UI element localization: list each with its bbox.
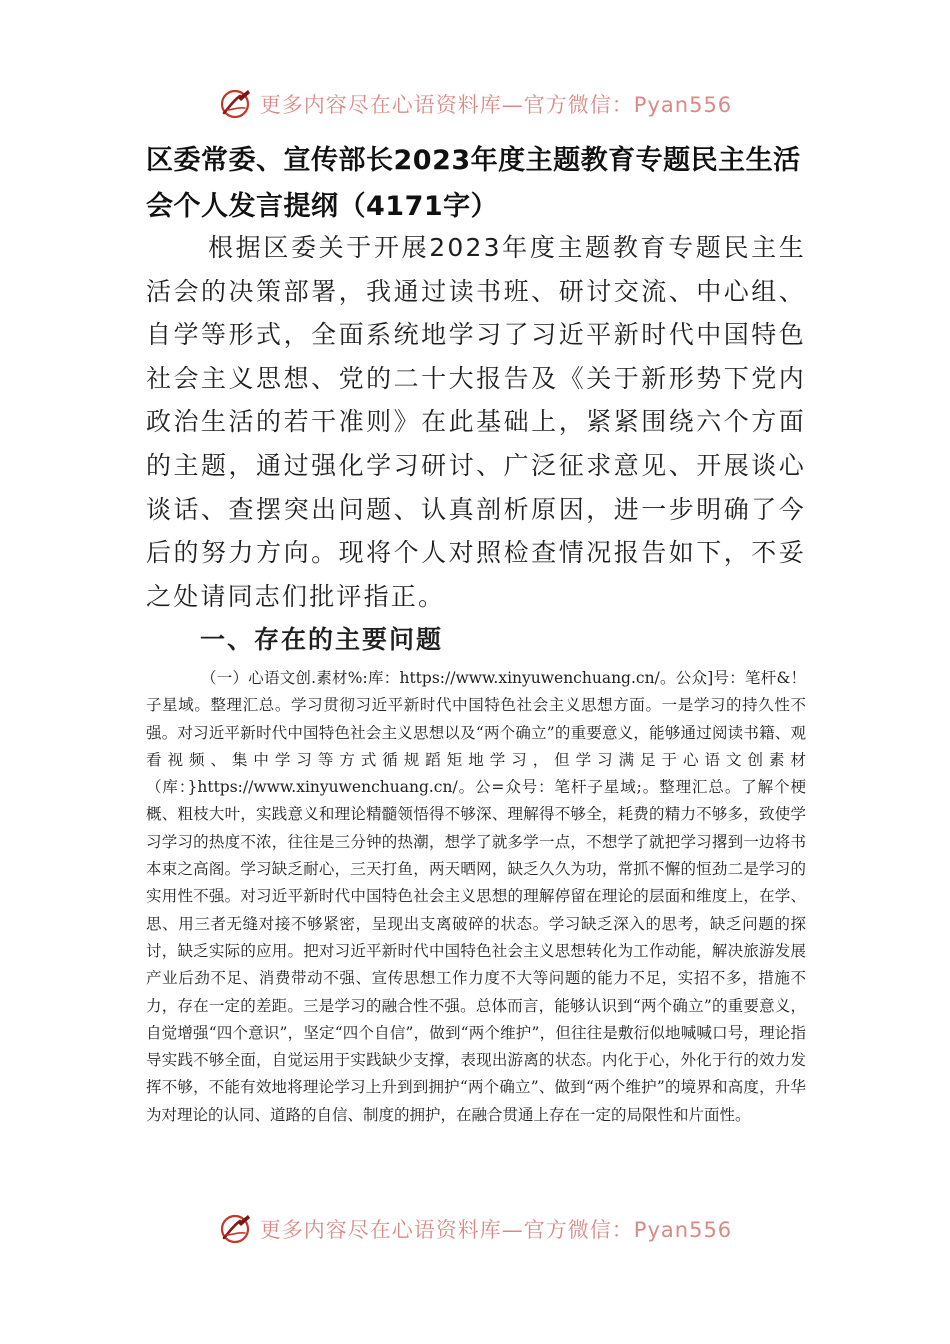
pen-signature-logo-icon xyxy=(218,86,254,122)
banner-text: 更多内容尽在心语资料库—官方微信：Pyan556 xyxy=(259,1218,733,1242)
body-paragraph: （一）心语文创.素材%:库：https://www.xinyuwenchuang.cn/。公众]号：笔杆&！子星域。整理汇总。学习贯彻习近平新时代中国特色社会主义思想方面。一是学习的持久性不强。对习近平新时代中国特色社会主义思想以及“两个确立”的重要意义，能够通过阅读书籍、观看视频、集中学习等方式循规蹈矩地学习，但学习满足于心语文创素材（库：}https://www.xinyuwenchuang.cn/。公=众号：笔杆子星域;。整理汇总。了解个梗概、粗枝大叶，实践意义和理论精髓领悟得不够深、理解得不够全，耗费的精力不够多，致使学习学习的热度不浓，往往是三分钟的热潮，想学了就多学一点，不想学了就把学习撂到一边将书本束之高阁。学习缺乏耐心，三天打鱼，两天晒网，缺乏久久为功，常抓不懈的恒劲二是学习的实用性不强。对习近平新时代中国特色社会主义思想的理解停留在理论的层面和维度上，在学、思、用三者无缝对接不够紧密，呈现出支离破碎的状态。学习缺乏深入的思考，缺乏问题的探讨，缺乏实际的应用。把对习近平新时代中国特色社会主义思想转化为工作动能，解决旅游发展产业后劲不足、消费带动不强、宣传思想工作力度不大等问题的能力不足，实招不多，措施不力，存在一定的差距。三是学习的融合性不强。总体而言，能够认识到“两个确立”的重要意义，自觉增强“四个意识”，坚定“四个自信”，做到“两个维护”，但往往是敷衍似地喊喊口号，理论指导实践不够全面，自觉运用于实践缺少支撑，表现出游离的状态。内化于心，外化于行的效力发挥不够，不能有效地将理论学习上升到到拥护“两个确立”、做到“两个维护”的境界和高度，升华为对理论的认同、道路的自信、制度的拥护，在融合贯通上存在一定的局限性和片面性。 xyxy=(146,669,806,1124)
document-title: 区委常委、宣传部长2023年度主题教育专题民主生活会个人发言提纲（4171字） xyxy=(146,145,801,222)
footer-watermark-banner xyxy=(0,1205,950,1253)
intro-paragraph: 根据区委关于开展2023年度主题教育专题民主生活会的决策部署，我通过读书班、研讨交流、中心组、自学等形式，全面系统地学习了习近平新时代中国特色社会主义思想、党的二十大报告及《关于新形势下党内政治生活的若干准则》在此基础上，紧紧围绕六个方面的主题，通过强化学习研讨、广泛征求意见、开展谈心谈话、查摆突出问题、认真剖析原因，进一步明确了今后的努力方向。现将个人对照检查情况报告如下，不妥之处请同志们批评指正。 xyxy=(146,233,806,611)
section-heading: 一、存在的主要问题 xyxy=(200,625,444,654)
header-watermark-banner xyxy=(0,80,950,128)
pen-signature-logo-icon xyxy=(218,1211,254,1247)
banner-text: 更多内容尽在心语资料库—官方微信：Pyan556 xyxy=(259,93,733,117)
